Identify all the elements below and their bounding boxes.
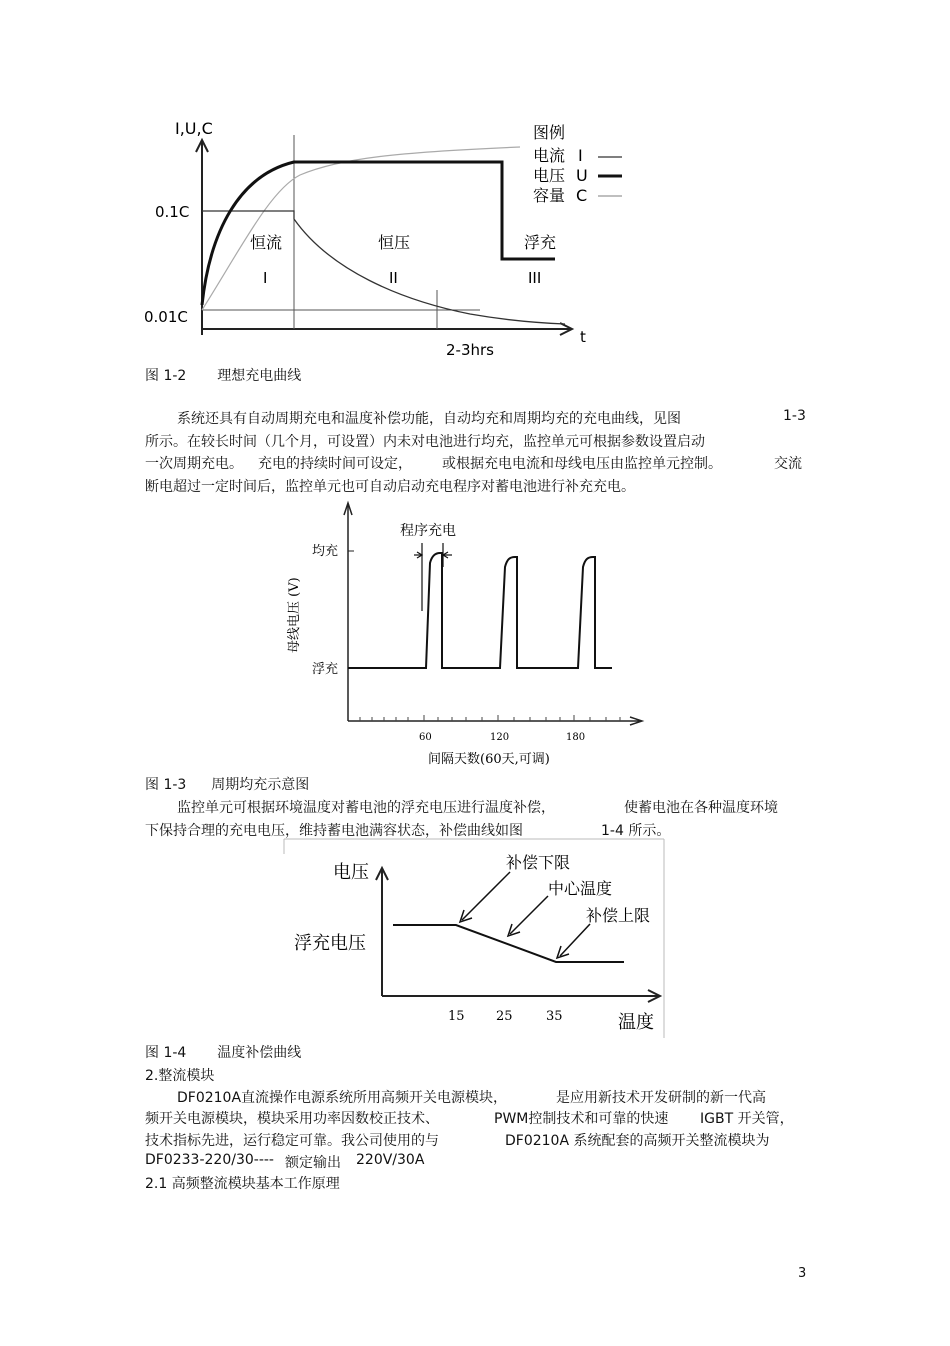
- fig12-x-axis-label: t: [580, 328, 586, 346]
- para1-line4: 断电超过一定时间后，监控单元也可自动启动充电程序对蓄电池进行补充充电。: [145, 479, 635, 495]
- fig12-time-label: 2-3hrs: [446, 341, 494, 359]
- fig13-x-tick-180: 180: [566, 732, 586, 743]
- fig14-y-axis-label: 电压: [333, 862, 369, 883]
- figure-1-4-temp-compensation: [0, 838, 950, 1043]
- section2-line2c: IGBT 开关管，: [700, 1111, 794, 1127]
- page-number: 3: [798, 1266, 807, 1281]
- para1-line3d: 交流: [774, 456, 802, 472]
- para2-line1a: 监控单元可根据环境温度对蓄电池的浮充电压进行温度补偿，: [177, 800, 555, 816]
- fig12-legend-title: 图例: [533, 123, 566, 142]
- fig12-legend-capacity: 容量: [533, 186, 566, 205]
- fig12-tick-01c: 0.1C: [155, 203, 190, 221]
- section2-line1a: DF0210A直流操作电源系统所用高频开关电源模块，: [177, 1090, 508, 1106]
- fig14-x-axis-label: 温度: [618, 1012, 654, 1033]
- fig14-caption-num: 图 1-4: [145, 1045, 187, 1061]
- para2-line1b: 使蓄电池在各种温度环境: [624, 800, 778, 816]
- fig12-y-axis-label: I,U,C: [175, 119, 213, 138]
- section2-sub-heading: 2.1 高频整流模块基本工作原理: [145, 1176, 340, 1192]
- fig13-level-high: 均充: [312, 544, 339, 559]
- fig12-stage2-num: II: [389, 269, 398, 287]
- fig13-x-minor-ticks: [360, 715, 620, 721]
- para1-line2: 所示。在较长时间（几个月，可设置）内未对电池进行均充，监控单元可根据参数设置启动: [145, 434, 705, 450]
- section2-line1b: 是应用新技术开发研制的新一代高: [556, 1090, 766, 1106]
- section2-line4a: DF0233-220/30----: [145, 1152, 274, 1168]
- fig13-caption-num: 图 1-3: [145, 777, 187, 793]
- fig12-stage3-num: III: [528, 269, 542, 287]
- fig12-legend-current: 电流: [533, 146, 566, 165]
- fig14-ann-center: 中心温度: [548, 879, 613, 898]
- fig13-x-tick-60: 60: [419, 732, 432, 743]
- fig14-compensation-curve: [393, 925, 624, 962]
- section2-line2a: 频开关电源模块，模块采用功率因数校正技术、: [145, 1111, 439, 1127]
- fig12-legend-voltage: 电压: [533, 166, 566, 185]
- fig13-voltage-waveform: [348, 553, 612, 668]
- fig13-caption-text: 周期均充示意图: [211, 777, 310, 793]
- fig12-stage1-name: 恒流: [250, 233, 283, 252]
- fig12-stage2-name: 恒压: [378, 233, 411, 252]
- fig14-ann-lower: 补偿下限: [506, 853, 571, 872]
- para1-line1a: 系统还具有自动周期充电和温度补偿功能，自动均充和周期均充的充电曲线，见图: [177, 411, 681, 427]
- fig13-annotation: 程序充电: [400, 523, 456, 539]
- section2-line2b: PWM控制技术和可靠的快速: [494, 1111, 669, 1127]
- fig12-caption-num: 图 1-2: [145, 368, 187, 384]
- fig14-arrow-center: [510, 896, 548, 934]
- fig14-caption: [145, 1042, 301, 1062]
- para2-line2a: 下保持合理的充电电压，维持蓄电池满容状态，补偿曲线如图: [145, 823, 523, 839]
- fig12-caption: [145, 365, 301, 385]
- section2-line3b: DF0210A 系统配套的高频开关整流模块为: [505, 1133, 770, 1149]
- fig12-legend-capacity-sym: C: [576, 186, 588, 205]
- fig12-legend-current-sym: I: [578, 146, 583, 165]
- section2-line3a: 技术指标先进，运行稳定可靠。我公司使用的与: [145, 1133, 439, 1149]
- fig14-arrow-lower: [462, 872, 510, 920]
- fig13-caption: [145, 774, 309, 794]
- section2-line4c: 220V/30A: [356, 1152, 425, 1168]
- fig13-level-low: 浮充: [312, 662, 339, 677]
- fig14-caption-text: 温度补偿曲线: [217, 1045, 302, 1061]
- para1-line1b: 1-3: [783, 408, 806, 424]
- fig13-x-axis-label: 间隔天数(60天,可调): [428, 752, 550, 767]
- fig14-x-tick-35: 35: [546, 1009, 563, 1024]
- fig12-caption-text: 理想充电曲线: [217, 368, 302, 384]
- section2-heading: 2.整流模块: [145, 1068, 215, 1084]
- fig12-tick-001c: 0.01C: [144, 308, 188, 326]
- para1-line3c: 或根据充电电流和母线电压由监控单元控制。: [442, 456, 722, 472]
- para1-line3a: 一次周期充电。: [145, 456, 243, 472]
- figure-1-2-ideal-charging-curve: [0, 0, 950, 370]
- fig14-x-tick-15: 15: [448, 1009, 465, 1024]
- figure-1-3-periodic-equalize: [0, 495, 950, 775]
- fig14-x-tick-25: 25: [496, 1009, 513, 1024]
- para2-line2b: 1-4 所示。: [601, 823, 671, 839]
- fig12-current-curve: [202, 211, 565, 324]
- fig12-stage3-name: 浮充: [524, 233, 557, 252]
- fig12-capacity-curve: [202, 147, 520, 310]
- fig14-level-label: 浮充电压: [294, 933, 366, 954]
- section2-line4b: 额定输出: [285, 1155, 341, 1171]
- fig12-legend-voltage-sym: U: [576, 166, 588, 185]
- fig12-stage1-num: I: [263, 269, 268, 287]
- fig14-ann-upper: 补偿上限: [586, 906, 651, 925]
- para1-line3b: 充电的持续时间可设定，: [258, 456, 412, 472]
- fig13-x-tick-120: 120: [490, 732, 510, 743]
- fig13-y-axis-label: 母线电压 (V): [287, 577, 302, 653]
- fig14-arrow-upper: [560, 924, 590, 956]
